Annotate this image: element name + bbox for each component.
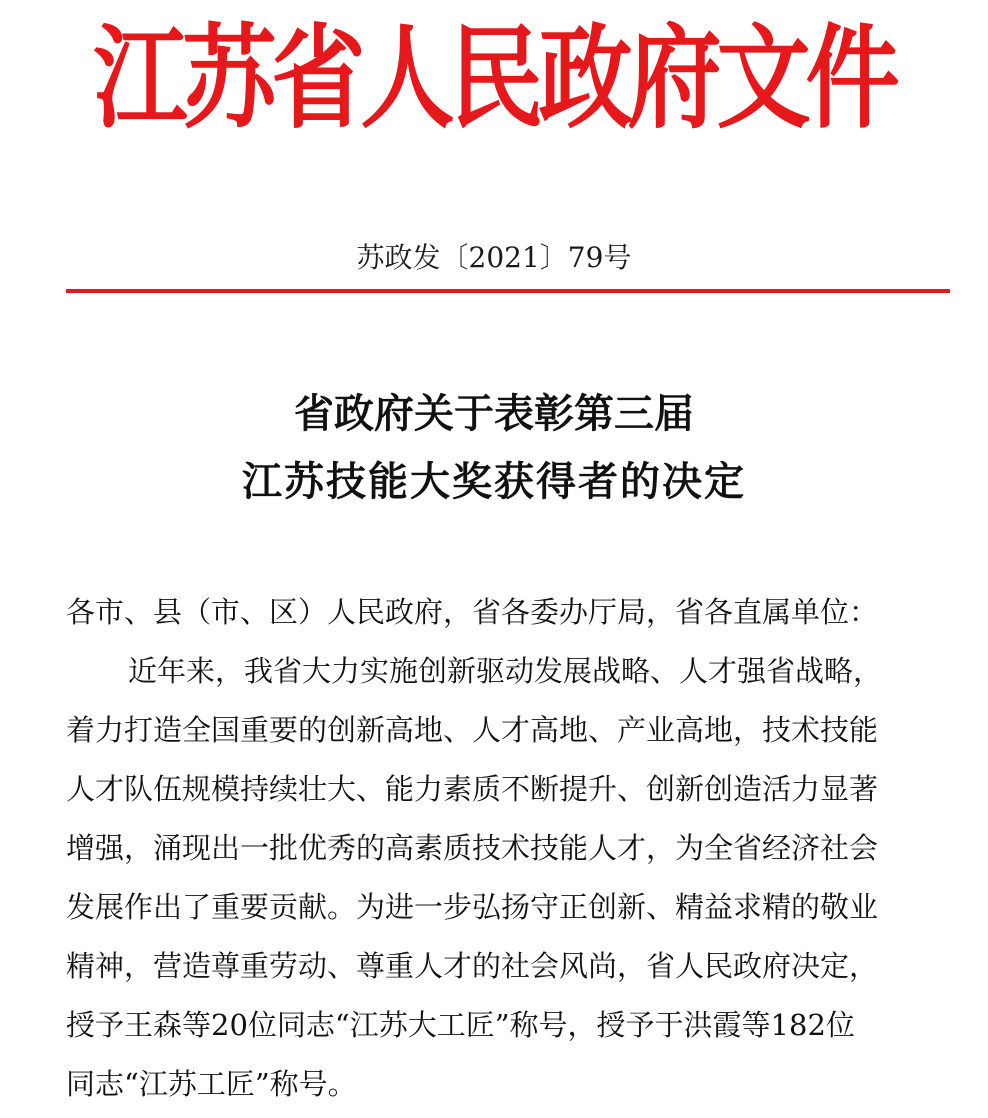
body-line: 人才队伍规模持续壮大、能力素质不断提升、创新创造活力显著 xyxy=(66,772,879,806)
red-divider-line xyxy=(66,289,950,293)
body-line: 近年来，我省大力实施创新驱动发展战略、人才强省战略， xyxy=(128,654,883,688)
title-line-1: 省政府关于表彰第三届 xyxy=(294,390,694,437)
document-number: 苏政发〔2021〕79号 xyxy=(356,241,632,274)
document-body xyxy=(66,583,956,1114)
body-line: 授予王森等20位同志“江苏大工匠”称号，授予于洪霞等182位 xyxy=(66,1008,855,1042)
body-line: 增强，涌现出一批优秀的高素质技术技能人才，为全省经济社会 xyxy=(66,831,879,865)
title-line-2: 江苏技能大奖获得者的决定 xyxy=(242,458,746,505)
body-line: 精神，营造尊重劳动、尊重人才的社会风尚，省人民政府决定， xyxy=(66,949,879,983)
document-title xyxy=(0,380,988,516)
body-line: 同志“江苏工匠”称号。 xyxy=(66,1067,357,1101)
document-masthead: 江苏省人民政府文件 xyxy=(93,13,895,144)
body-line: 着力打造全国重要的创新高地、人才高地、产业高地，技术技能 xyxy=(66,713,879,747)
body-line: 发展作出了重要贡献。为进一步弘扬守正创新、精益求精的敬业 xyxy=(66,890,879,924)
addressee-line: 各市、县（市、区）人民政府，省各委办厅局，省各直属单位： xyxy=(66,595,879,629)
